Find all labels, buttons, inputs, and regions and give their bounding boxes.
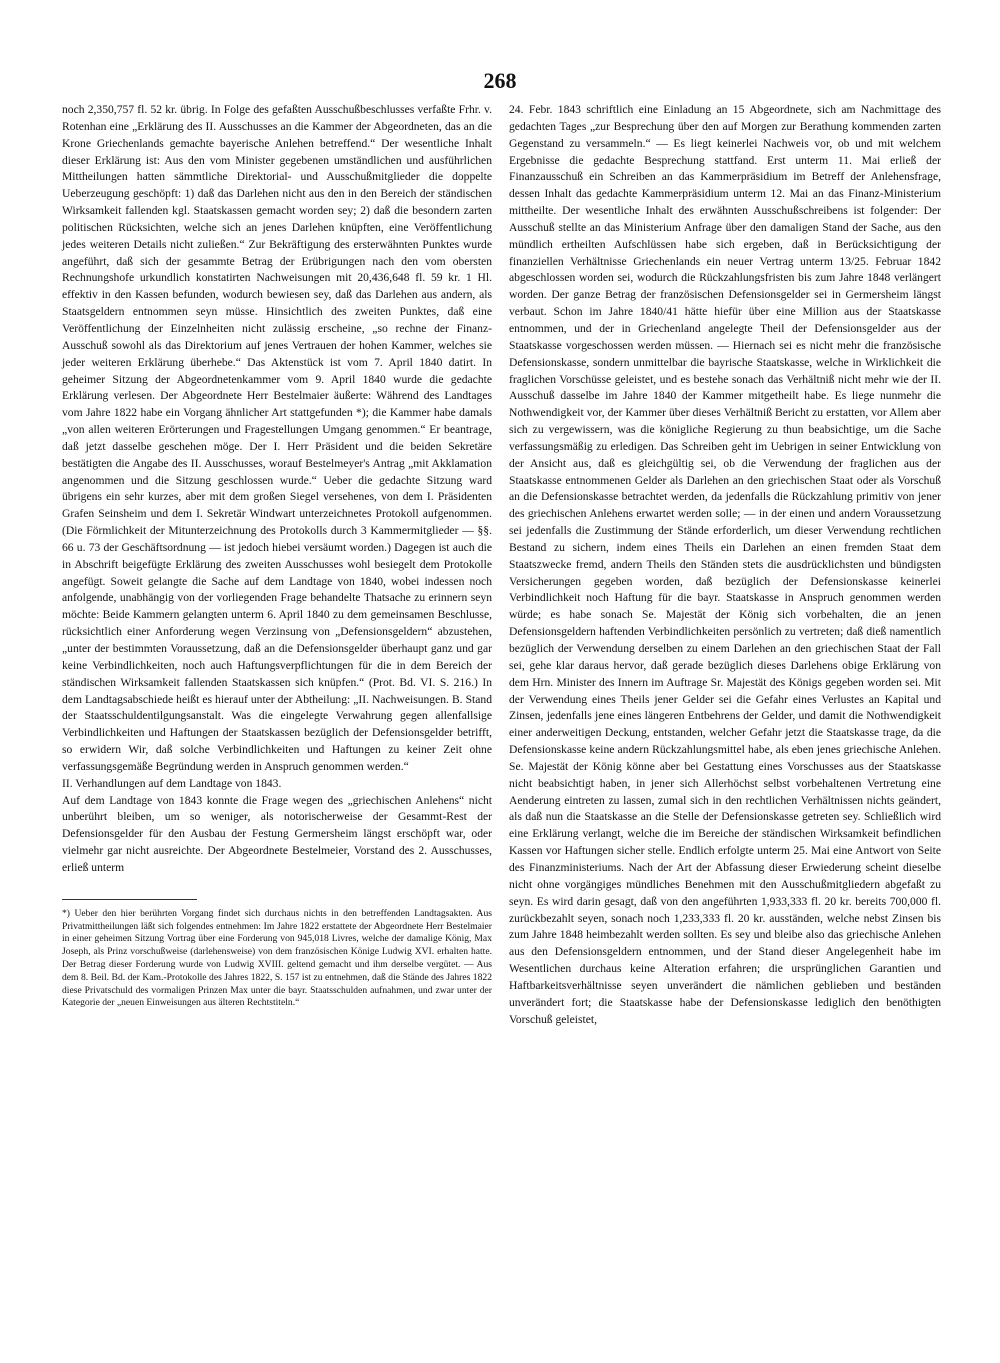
left-column (62, 102, 492, 1010)
footnote: *) Ueber den hier berührten Vorgang findet sich durchaus nichts in den betreffenden Landtagsakten. Aus Privatmittheilungen läßt sich folgendes entnehmen: Im Jahre 1822 erstattete der Abgeordnete Herr Bestelmaier in einer geheimen Sitzung Vortrag über eine Forderung von 945,018 Livres, welche der damalige König, Max Joseph, als Prinz vorschußweise (darlehensweise) von dem französischen Könige Ludwig XVI. erhalten hatte. Der Betrag dieser Forderung wurde von Ludwig XVIII. geltend gemacht und ihm derselbe vergütet. — Aus dem 8. Beil. Bd. der Kam.-Protokolle des Jahres 1822, S. 157 ist zu entnehmen, daß die Stände des Jahres 1822 diese Privatschuld des vormaligen Prinzen Max unter die bayr. Staatsschulden aufnahmen, und zwar unter der Kategorie der „neuen Einweisungen aus älteren Rechtstiteln.“ (62, 907, 492, 1009)
left-paragraph-1: noch 2,350,757 fl. 52 kr. übrig. In Folge des gefaßten Ausschußbeschlusses verfaßte Frhr. v. Rotenhan eine „Erklärung des II. Ausschusses an die Kammer der Abgeordneten, das an die Krone Griechenlands gemachte bayerische Anlehen betreffend.“ Der wesentliche Inhalt dieser Erklärung ist: Aus den vom Minister gegebenen umständlichen und ausführlichen Mittheilungen hatten sämmtliche Direktorial- und Ausschußmitglieder die doppelte Ueberzeugung geschöpft: 1) daß das Darlehen nicht aus den in den Bereich der ständischen Wirksamkeit fallenden kgl. Staatskassen gemacht worden sey; 2) daß die besondern zarten politischen Rücksichten, welche sich an jenes Darlehen knüpften, eine Veröffentlichung jedes weiteren Details nicht zuließen.“ Zur Bekräftigung des ersterwähnten Punktes wurde angeführt, daß sich der gesammte Betrag der Erübrigungen nach den vom obersten Rechnungshofe urkundlich konstatirten Nachweisungen mit 20,436,648 fl. 59 kr. 1 Hl. effektiv in den Kassen befunden, wodurch bewiesen sey, daß das Darlehen aus andern, als Staatsgeldern entnommen seyn müsse. Hinsichtlich des zweiten Punktes, daß eine Veröffentlichung der Einzelnheiten nicht zulässig erscheine, „so rechne der Finanz-Ausschuß sowohl als das Direktorium auf jenes Vertrauen der hohen Kammer, welches sie jeder weiteren Erklärung überhebe.“ Das Aktenstück ist vom 7. April 1840 datirt. In geheimer Sitzung der Abgeordnetenkammer vom 9. April 1840 wurde die gedachte Erklärung verlesen. Der Abgeordnete Herr Bestelmaier äußerte: Während des Landtages vom Jahre 1822 habe ein Vorgang ähnlicher Art stattgefunden *); die Kammer habe damals „von allen weiteren Erörterungen und Fragestellungen Umgang genommen.“ Er beantrage, daß jetzt dasselbe geschehen möge. Der I. Herr Präsident und die beiden Sekretäre bestätigten die Angabe des II. Ausschusses, worauf Bestelmeyer's Antrag „mit Akklamation angenommen und die Sitzung geschlossen wurde.“ Ueber die gedachte Sitzung ward übrigens ein sehr kurzes, aber mit dem großen Siegel versehenes, von dem I. Präsidenten Grafen Seinsheim und dem I. Sekretär Windwart unterzeichnetes Protokoll aufgenommen. (Die Förmlichkeit der Mitunterzeichnung des Protokolls durch 3 Kammermitglieder — §§. 66 u. 73 der Geschäftsordnung — ist jedoch hiebei versäumt worden.) Dagegen ist auch die in Abschrift beigefügte Erklärung des zweiten Ausschusses wohl besiegelt dem Protokolle angefügt. Soweit gelangte die Sache auf dem Landtage von 1840, wobei indessen noch anfolgende, unabhängig von der vorliegenden Frage behandelte Thatsache zu erinnern seyn möchte: Beide Kammern gelangten unterm 6. April 1840 zu dem gemeinsamen Beschlusse, rücksichtlich einer Anforderung wegen Verzinsung von „Defensionsgeldern“ abzustehen, „unter der bestimmten Voraussetzung, daß an die Defensionsgelder überhaupt ganz und gar keine Verbindlichkeiten, noch auch Haftungsverpflichtungen für die in dem Bereich der ständischen Wirksamkeit fallenden Staatskassen sich knüpfen.“ (Prot. Bd. VI. S. 216.) In dem Landtagsabschiede heißt es hierauf unter der Abtheilung: „II. Nachweisungen. B. Stand der Staatsschuldentilgungsanstalt. Was die eingelegte Verwahrung gegen allenfallsige Verbindlichkeiten und Haftungen der Staatskassen bezüglich der Defensionsgelder betrifft, so erwidern Wir, daß solche Verbindlichkeiten und Haftungen zu keiner Zeit ohne verfassungsgemäße Begründung werden in Anspruch genommen werden.“ (62, 103, 492, 773)
right-column (509, 102, 941, 1028)
right-paragraph-1: 24. Febr. 1843 schriftlich eine Einladung an 15 Abgeordnete, sich am Nachmittage des gedachten Tages „zur Besprechung über den auf Morgen zur Berathung kommenden zarten Gegenstand zu versammeln.“ — Es liegt keinerlei Nachweis vor, ob und mit welchem Ergebnisse die gedachte Besprechung stattfand. Erst unterm 11. Mai erließ der Finanzausschuß ein Schreiben an das Kammerpräsidium im Betreff der Anlehensfrage, dessen Inhalt das gedachte Kammerpräsidium unterm 12. Mai an das Finanz-Ministerium mittheilte. Der wesentliche Inhalt des erwähnten Ausschußschreibens ist folgender: Der Ausschuß stellte an das Ministerium Anfrage über den damaligen Stand der Sache, aus den mündlich ertheilten Aufschlüssen habe sich ergeben, daß in Berücksichtigung der finanziellen Verhältnisse Griechenlands ein neuer Vertrag unterm 13/25. Februar 1842 abgeschlossen worden sei, wodurch die Rückzahlungsfristen bis zum Jahre 1848 verlängert worden. Der ganze Betrag der französischen Defensionsgelder sei in Germersheim längst verbaut. Schon im Jahre 1840/41 hätte hiefür über eine Million aus der Staatskasse entnommen, und der in Griechenland angelegte Theil der Defensionsgelder aus der Staatskasse vorgeschossen werden müssen. — Hiernach sei es nicht mehr die französische Defensionskasse, sondern unmittelbar die bayrische Staatskasse, welche in Wirklichkeit die fraglichen Vorschüsse geleistet, und es bestehe sonach das Verhältniß nicht mehr wie der II. Ausschuß dasselbe im Jahre 1840 der Kammer mitgetheilt habe. Es liege nunmehr die Nothwendigkeit vor, der Kammer über dieses Verhältniß Bericht zu erstatten, vor Allem aber sich zu vergewissern, was die königliche Regierung zu thun beabsichtige, um die Sache verfassungsmäßig zu erledigen. Das Schreiben geht im Uebrigen in seiner Entwicklung von der Ansicht aus, daß es gleichgültig sei, ob die Verwendung der fraglichen aus der Staatskasse entnommenen Gelder als Darlehen an den griechischen Staat oder als Vorschuß an die Defensionskasse betrachtet werden, da jedenfalls die Rückzahlung primitiv von jener des griechischen Anlehens erwartet werden solle; — in der einen und andern Voraussetzung sei jedenfalls die Zustimmung der Stände erforderlich, um dieser Verwendung rechtlichen Bestand zu sichern, indem eines Theils ein Darlehen an einen fremden Staat dem Staatszwecke fremd, andern Theils den Ständen stets die ausdrücklichsten und bündigsten Versicherungen gegeben worden, daß bezüglich der Defensionskasse keinerlei Verbindlichkeit noch Haftung für die bayr. Staatskasse in Anspruch genommen werden würde; es habe sonach Se. Majestät der König sich vorbehalten, die an jenen Defensionsgeldern haftenden Verbindlichkeiten persönlich zu vertreten; daß dieß namentlich bezüglich der Verwendung derselben zu einem Darlehen an den griechischen Staat der Fall sei, gehe klar daraus hervor, daß gerade bezüglich dieses Darlehens obige Erklärung von dem Hrn. Minister des Innern im Auftrage Sr. Majestät des Königs gegeben worden sei. Mit der Verwendung eines Theils jener Gelder sei die Gefahr eines Verlustes an Kapital und Zinsen, jedenfalls jene eines längeren Entbehrens der Gelder, und damit die Nothwendigkeit einer anderweitigen Deckung, entstanden, welcher Gefahr jetzt die Staatskasse trage, da die Defensionskasse keine andern Rückzahlungsmittel habe, als eben jenes griechische Anlehen. Se. Majestät der König könne aber bei Gestattung eines Vorschusses aus der Staatskasse nicht beabsichtigt haben, in jener sich Allerhöchst selbst vorbehaltenen Vertretung eine Aenderung eintreten zu lassen, zumal sich in den rechtlichen Verhältnissen nichts geändert, als daß nun die Staatskasse an die Stelle der Defensionskasse getreten sey. Schließlich wird eine Erklärung verlangt, welche die im Bereiche der ständischen Wirksamkeit befindlichen Kassen vor Haftungen sicher stelle. Endlich erfolgte unterm 25. Mai eine Antwort von Seite des Finanzministeriums. Nach der Art der Abfassung dieser Erwiederung scheint dieselbe nicht ohne vorgängiges mündliches Benehmen mit den Ausschußmitgliedern abgefaßt zu seyn. Es wird darin gesagt, daß von den angeführten 1,933,333 fl. 20 kr. bereits 700,000 fl. zurückbezahlt seyen, sonach noch 1,233,333 fl. 20 kr. ausständen, welche nebst Zinsen bis zum Jahre 1848 heimbezahlt werden sollten. Es sey und bleibe also das griechische Anlehen aus den Defensionsgeldern entnommen, und der Stand dieser Angelegenheit habe im Wesentlichen durchaus keine Alteration erfahren; die ursprünglichen Garantien und Haftbarkeitsverhältnisse seyen unverändert die nämlichen geblieben und beständen unverändert fort; die Staatskasse habe der Defensionskasse lediglich den benöthigten Vorschuß geleistet, (509, 103, 941, 1026)
page-number: 268 (483, 68, 517, 93)
section-heading: II. Verhandlungen auf dem Landtage von 1843. (62, 776, 282, 790)
left-paragraph-2: Auf dem Landtage von 1843 konnte die Frage wegen des „griechischen Anlehens“ nicht unberührt bleiben, um so weniger, als notorischerweise der Gesammt-Rest der Defensionsgelder für den Ausbau der Festung Germersheim längst erschöpft war, oder vielmehr gar nicht ausreichte. Der Abgeordnete Bestelmeier, Vorstand des 2. Ausschusses, erließ unterm (62, 793, 492, 874)
footnote-divider (62, 899, 197, 900)
